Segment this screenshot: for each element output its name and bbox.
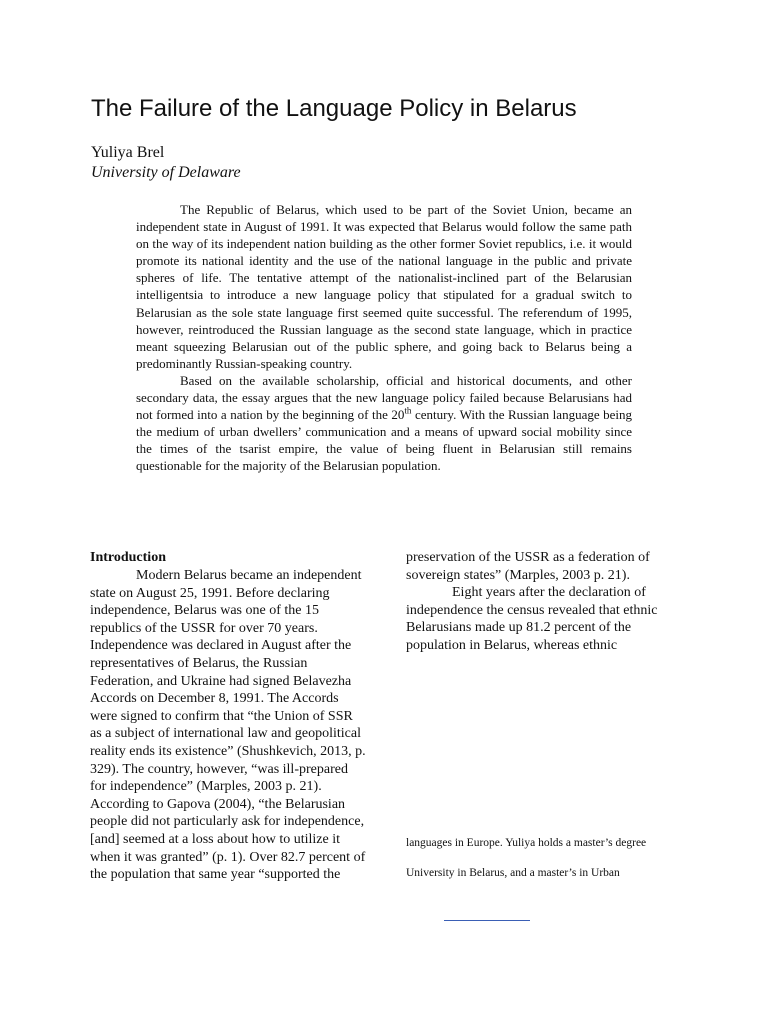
paper-title: The Failure of the Language Policy in Belarus bbox=[91, 95, 577, 122]
section-heading-introduction: Introduction bbox=[90, 550, 166, 565]
abstract-paragraph-2 bbox=[136, 372, 632, 475]
right-column bbox=[406, 549, 682, 655]
abstract-paragraph-2-text-a: Based on the available scholarship, official and historical documents, and other secondary data, the essay argues that the new language policy failed because Belarusians had not formed into a nation by the beginning of the 20 bbox=[136, 372, 632, 423]
footnote-line-2: University in Belarus, and a master’s in Urban bbox=[406, 867, 620, 879]
superscript-th: th bbox=[404, 405, 412, 416]
link-underline[interactable] bbox=[444, 920, 530, 921]
author-name: Yuliya Brel bbox=[91, 144, 165, 161]
left-column bbox=[90, 549, 366, 884]
introduction-paragraph-1: Modern Belarus became an independent state on August 25, 1991. Before declaring independence, Belarus was one of the 15 republics of the USSR for over 70 years. Independence was declared in August after the representatives of Belarus, the Russian Federation, and Ukraine had signed Belavezha Accords on December 8, 1991. The Accords were signed to confirm that “the Union of SSR as a subject of international law and geopolitical reality ends its existence” (Shushkevich, 2013, p. 329). The country, however, “was ill-prepared for independence” (Marples, 2003 p. 21). According to Gapova (2004), “the Belarusian people did not particularly ask for independence, [and] seemed at a loss about how to utilize it when it was granted” (p. 1). Over 82.7 percent of the population that same year “supported the bbox=[90, 568, 366, 883]
abstract-paragraph-2-text-b: century. With the Russian language being the medium of urban dwellers’ communication and a means of upward social mobility since the times of the tsarist empire, the value of being fluent in Belarusian still remains questionable for the majority of the Belarusian population. bbox=[136, 407, 633, 474]
abstract-paragraph-1: The Republic of Belarus, which used to be part of the Soviet Union, became an independent state in August of 1991. It was expected that Belarus would follow the same path on the way of its independent nation building as the other former Soviet republics, i.e. it would promote its national identity and the use of the national language in the public and private spheres of life. The tentative attempt of the nationalist-inclined part of the Belarusian intelligentsia to introduce a new language policy that stipulated for a gradual switch to Belarusian as the sole state language first seemed quite successful. The referendum of 1995, however, reintroduced the Russian language as the second state language, which in practice meant squeezing Belarusian out of the public sphere, and going back to Belarus being a predominantly Russian-speaking country. bbox=[136, 202, 632, 371]
footnote-line-1: languages in Europe. Yuliya holds a master’s degree bbox=[406, 837, 647, 849]
introduction-paragraph-2: Eight years after the declaration of independence the census revealed that ethnic Belarusians made up 81.2 percent of the population in Belarus, whereas ethnic bbox=[406, 585, 658, 653]
abstract bbox=[136, 201, 632, 475]
introduction-paragraph-1-continued: preservation of the USSR as a federation of sovereign states” (Marples, 2003 p. 21). bbox=[406, 550, 650, 583]
author-affiliation: University of Delaware bbox=[91, 164, 241, 181]
